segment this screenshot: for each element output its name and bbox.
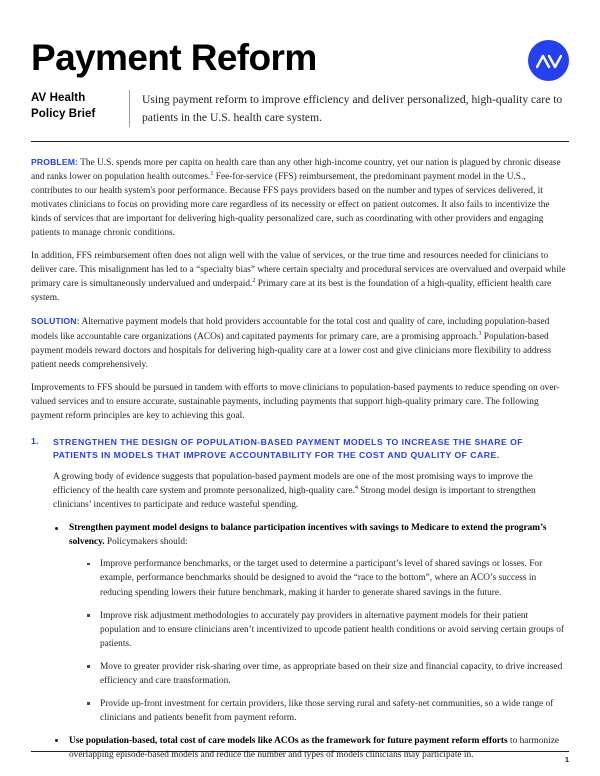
problem-paragraph-1 [31, 155, 569, 240]
list-item: Improve risk adjustment methodologies to accurately pay providers in alternative payment models for their patient population and to ensure clinicians aren’t incentivized to upcode patient health conditions or avoid serving certain groups of patients. [85, 609, 569, 651]
section-title: STRENGTHEN THE DESIGN OF POPULATION-BASED PAYMENT MODELS TO INCREASE THE SHARE OF PATIENTS IN MODELS THAT IMPROVE ACCOUNTABILITY FOR THE COST AND QUALITY OF CARE. [53, 436, 524, 460]
problem-p1-text-a: The U.S. spends more per capita on health care than any other high-income country, yet our nation is plagued by chronic disease and ranks lower on population health outcomes. [31, 158, 561, 183]
list-item: Improve performance benchmarks, or the target used to determine a participant’s level of shared savings or losses. For example, performance benchmarks should be designed to avoid the “race to the bottom”, where an ACO’s success in reducing spending lowers their future benchmark, making it harder to generate shared savings in the future. [85, 557, 569, 599]
footnote-marker-2: 2 [252, 277, 256, 285]
problem-p2-text-b: Primary care at its best is the foundation of a high-quality, efficient health care system. [31, 279, 552, 304]
page-number: 1 [564, 755, 569, 764]
bullet-rest-text: Policymakers should: [104, 537, 188, 548]
improvements-paragraph: Improvements to FFS should be pursued in tandem with efforts to move clinicians to population-based payments to reduce spending on over-valued services and to ensure accurate, sustainable payments, including payments that support high-quality primary care. The following payment reform principles are key to achieving this goal. [31, 382, 560, 421]
brand-line-1: AV Health [31, 92, 86, 104]
brand-line-2: Policy Brief [31, 108, 96, 120]
problem-label: PROBLEM: [31, 157, 79, 167]
section-intro-paragraph [53, 470, 569, 512]
list-item [53, 521, 569, 725]
page-title: Payment Reform [31, 37, 317, 78]
section-intro-text-b: Strong model design is important to strengthen clinicians’ incentives to participate and reduce wasteful spending. [53, 486, 536, 511]
brand-name [31, 90, 129, 122]
document-body [31, 142, 569, 762]
solution-label: SOLUTION: [31, 316, 80, 327]
section-heading [31, 436, 569, 462]
footnote-marker-3: 3 [478, 329, 482, 337]
tagline: Using payment reform to improve efficiency and deliver personalized, high-quality care to patients in the U.S. health care system. [142, 93, 563, 124]
problem-p2-text-a: In addition, FFS reimbursement often does not align well with the value of services, or the true time and resources needed for clinicians to deliver care. This misalignment has led to a “specialty bias” where certain specialty and procedural services are overvalued and overpaid while primary care is simultaneously undervalued and underpaid. [31, 251, 566, 290]
bullet-rest-text: to harmonize overlapping episode-based models and reduce the number and types of models clinicians may participate in. [69, 735, 560, 760]
footnote-marker-1: 1 [210, 169, 214, 177]
list-item: Provide up-front investment for certain providers, like those serving rural and safety-net communities, so a wide range of clinicians and patients benefit from payment reform. [85, 697, 569, 725]
brand-tagline-row [31, 90, 569, 127]
bullet-bold-lead: Use population-based, total cost of care models like ACOs as the framework for future payment reform efforts [69, 735, 508, 746]
solution-text-b: Population-based payment models reward doctors and hospitals for delivering high-quality care at a lower cost and give clinicians more flexibility to address patient needs comprehensively. [31, 331, 551, 370]
footer-divider [31, 751, 569, 752]
page-footer [31, 751, 569, 764]
vertical-divider [129, 90, 130, 127]
problem-p1-text-b: Fee-for-service (FFS) reimbursement, the predominant payment model in the U.S., contributes to our health system's poor performance. Because FFS pays providers based on the number and types of services delivered, it motivates clinicians to focus on providing more care regardless of its necessity or effect on patient outcomes. It also fails to incentivize the kinds of services that are important for delivering high-quality personalized care, such as coordinating with other providers and engaging patients to manage chronic conditions. [31, 172, 550, 239]
av-logo [528, 40, 569, 81]
section-intro-text-a: A growing body of evidence suggests that population-based payment models are one of the most promising ways to improve the efficiency of the health care system and promote personalized, high-quality care. [53, 472, 533, 497]
section-number: 1. [31, 435, 39, 446]
av-monogram-icon [536, 53, 562, 69]
document-header [31, 34, 569, 130]
bullet-bold-lead: Strengthen payment model designs to balance participation incentives with savings to Medicare to extend the program’s solvency. [69, 523, 547, 548]
principle-bullet-list [31, 521, 569, 762]
solution-paragraph [31, 314, 569, 371]
footnote-marker-4: 4 [354, 484, 358, 492]
problem-paragraph-2 [31, 249, 569, 305]
sub-bullet-list [69, 557, 569, 724]
solution-text-a: Alternative payment models that hold providers accountable for the total cost and quality of care, including population-based models like accountable care organizations (ACOs) and capitated payments for primary care, are a promising approach. [31, 317, 550, 342]
section-intro-block [31, 470, 569, 512]
list-item: Move to greater provider risk-sharing over time, as appropriate based on their size and financial capacity, to drive increased efficiency and care transformation. [85, 660, 569, 688]
